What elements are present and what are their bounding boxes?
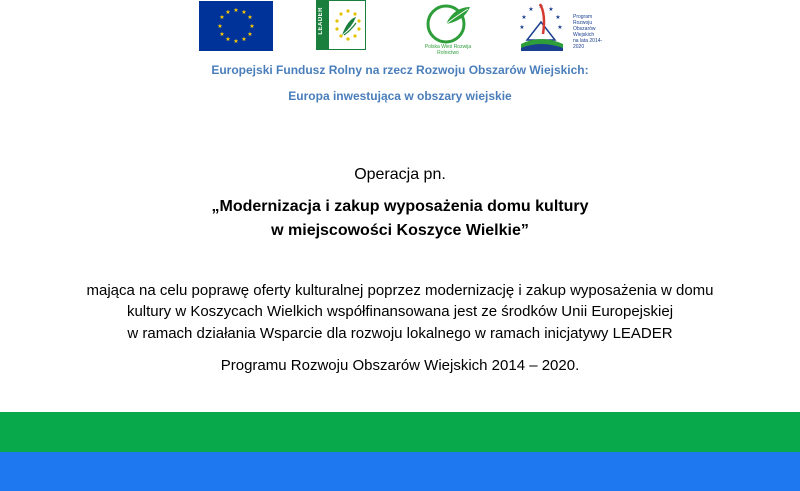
svg-text:★: ★ [548, 6, 554, 13]
svg-text:★: ★ [519, 24, 525, 31]
svg-text:★: ★ [219, 14, 225, 21]
green-circle-leaf-icon [418, 1, 478, 56]
logo-strip [0, 0, 800, 56]
description-line-4: Programu Rozwoju Obszarów Wiejskich 2014 – 2020. [220, 357, 580, 374]
blue-footer-band [0, 452, 800, 491]
prow-logo-line: Program [573, 14, 593, 20]
svg-text:★: ★ [217, 23, 223, 30]
prow-2014-2020-icon [513, 0, 603, 52]
svg-text:★: ★ [233, 7, 239, 14]
operation-title-line-1: „Modernizacja i zakup wyposażenia domu kultury [211, 198, 589, 215]
description-line-1: mająca na celu poprawę oferty kulturalnej poprzez modernizację i zakup wyposażenia w domu [86, 282, 714, 299]
svg-text:★: ★ [557, 24, 563, 31]
svg-text:★: ★ [528, 6, 534, 13]
fund-name: Europejski Fundusz Rolny na rzecz Rozwoju Obszarów Wiejskich: [211, 63, 589, 77]
svg-text:★: ★ [241, 36, 247, 43]
svg-text:★: ★ [555, 14, 561, 21]
svg-text:★: ★ [225, 36, 231, 43]
svg-text:★: ★ [247, 14, 253, 21]
prow-logo-line: Obszarów [573, 26, 596, 32]
eu-flag-icon [199, 1, 273, 51]
prow-logo-line: na lata 2014-2020 [573, 38, 603, 50]
prow-logo-caption: Polska Wieś Rozwija Rolnictwo [424, 44, 472, 56]
operation-title-line-2: w miejscowości Koszyce Wielkie” [271, 222, 529, 239]
green-footer-band [0, 412, 800, 452]
svg-text:★: ★ [521, 14, 527, 21]
svg-text:★: ★ [249, 23, 255, 30]
leader-logo-text: LEADER [318, 7, 324, 35]
prow-logo-line: Rozwoju [573, 20, 593, 26]
prow-logo-text [573, 14, 603, 50]
svg-text:★: ★ [241, 9, 247, 16]
svg-text:★: ★ [247, 31, 253, 38]
leader-logo-icon [316, 0, 366, 50]
svg-text:★: ★ [233, 38, 239, 45]
description-line-2: kultury w Koszycach Wielkich współfinansowana jest ze środków Unii Europejskiej [126, 303, 674, 320]
svg-text:★: ★ [538, 3, 544, 10]
leader-logo-bar [317, 1, 329, 49]
prow-logo-line: Wiejskich [573, 32, 595, 38]
leader-stars-icon [332, 5, 364, 45]
fund-slogan: Europa inwestująca w obszary wiejskie [288, 89, 512, 103]
svg-text:★: ★ [219, 31, 225, 38]
operation-label: Operacja pn. [354, 166, 446, 183]
description-line-3: w ramach działania Wsparcie dla rozwoju lokalnego w ramach inicjatywy LEADER [127, 325, 673, 342]
svg-text:★: ★ [225, 9, 231, 16]
